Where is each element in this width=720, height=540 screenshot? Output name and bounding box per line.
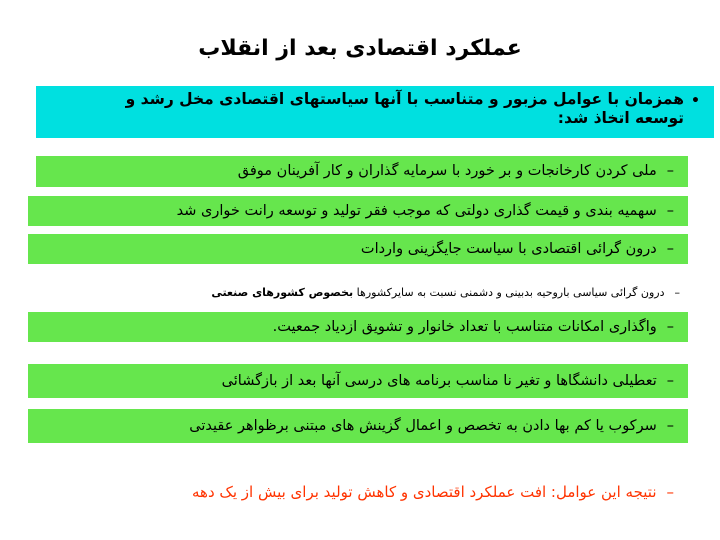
dash-marker: –: [666, 163, 674, 179]
item-emphasis: بخصوص کشورهای صنعتی: [211, 286, 354, 299]
dash-marker: –: [666, 241, 674, 257]
dash-marker: –: [674, 286, 680, 299]
item-text: سرکوب یا کم بها دادن به تخصص و اعمال گزینش های مبتنی برظواهر عقیدتی: [189, 418, 657, 434]
item-political-inward: [34, 282, 696, 304]
item-text: درون گرائی اقتصادی با سیاست جایگزینی واردات: [360, 241, 657, 257]
result-line: [28, 478, 688, 506]
result-text: نتیجه این عوامل: افت عملکرد اقتصادی و کاهش تولید برای بیش از یک دهه: [192, 483, 657, 501]
dash-marker: –: [666, 418, 674, 434]
item-text: واگذاری امکانات متناسب با تعداد خانوار و تشویق ازدیاد جمعیت.: [272, 319, 657, 335]
item-rationing: [28, 196, 688, 226]
item-text: سهمیه بندی و قیمت گذاری دولتی که موجب فقر تولید و توسعه رانت خواری شد: [176, 203, 657, 219]
dash-marker: –: [666, 319, 674, 335]
slide-title: عملکرد اقتصادی بعد از انقلاب: [198, 36, 522, 61]
item-economic-inward: [28, 234, 688, 264]
dash-marker: –: [666, 483, 674, 501]
dash-marker: –: [666, 203, 674, 219]
item-text: ملی کردن کارخانجات و بر خورد با سرمایه گذاران و کار آفرینان موفق: [237, 163, 657, 179]
item-universities: [28, 364, 688, 398]
item-text: تعطیلی دانشگاها و تغیر نا مناسب برنامه های درسی آنها بعد از بازگشائی: [221, 373, 657, 389]
item-nationalization: [36, 156, 688, 187]
item-text: درون گرائی سیاسی باروحیه بدبینی و دشمنی نسبت به سایرکشورها: [356, 286, 665, 299]
dash-marker: –: [666, 373, 674, 389]
main-bullet: [36, 86, 714, 138]
item-population: [28, 312, 688, 342]
item-expertise: [28, 409, 688, 443]
bullet-marker: •: [691, 93, 700, 109]
main-bullet-text: همزمان با عوامل مزبور و متناسب با آنها سیاستهای اقتصادی مخل رشد و توسعه اتخاذ شد:: [125, 90, 684, 127]
